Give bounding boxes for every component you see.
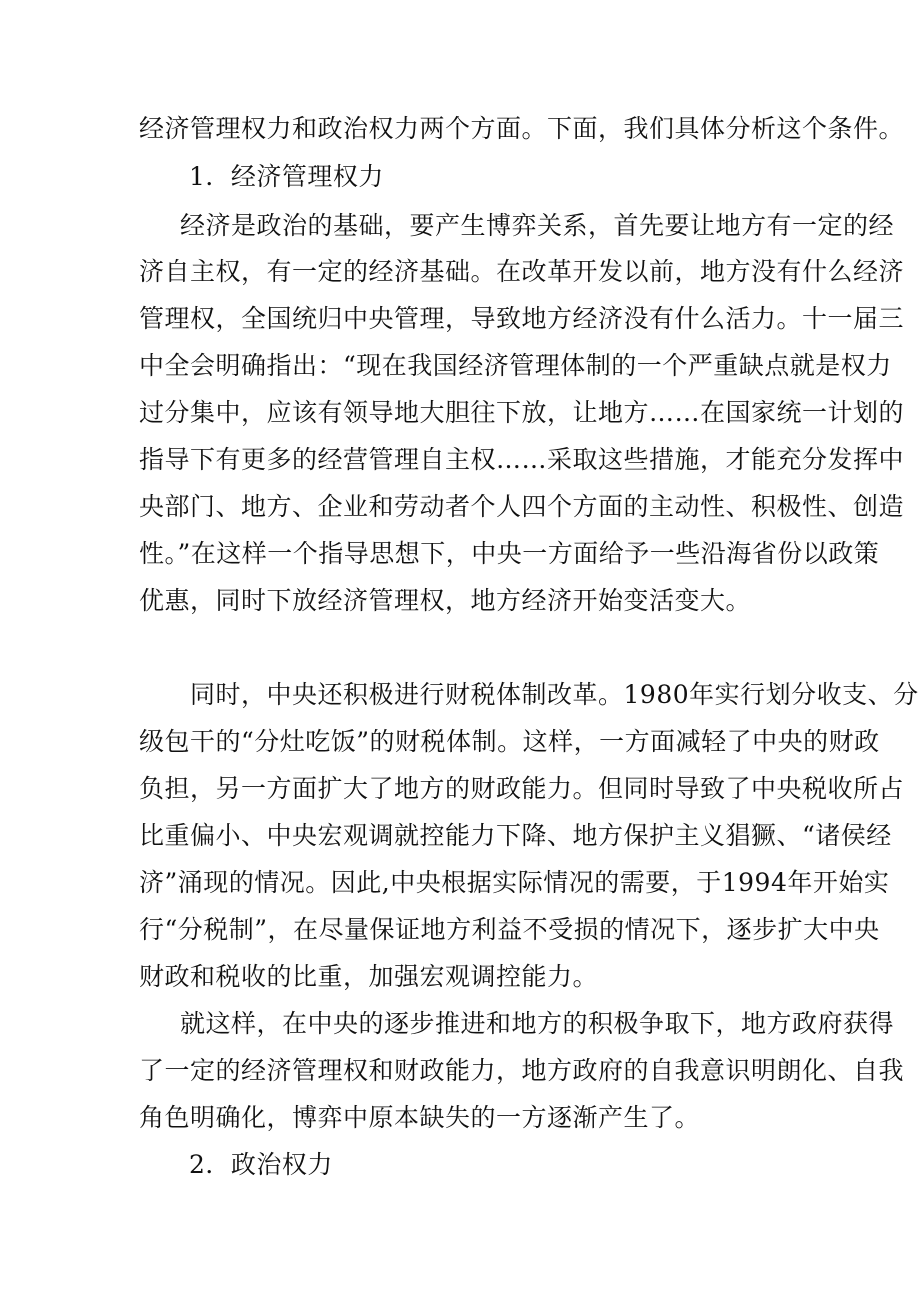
paragraph-line: 财政和税收的比重，加强宏观调控能力。 [139,962,599,991]
paragraph-line: 就这样，在中央的逐步推进和地方的积极争取下，地方政府获得 [180,1009,895,1038]
paragraph-line: 济自主权，有一定的经济基础。在改革开发以前，地方没有什么经济 [139,257,905,286]
paragraph-line: 负担，另一方面扩大了地方的财政能力。但同时导致了中央税收所占 [139,774,905,803]
paragraph-line: 优惠，同时下放经济管理权，地方经济开始变活变大。 [139,586,752,615]
section-heading-political-power: 2．政治权力 [189,1150,333,1179]
paragraph-line: 级包干的“分灶吃饭”的财税体制。这样，一方面减轻了中央的财政 [139,727,880,756]
paragraph-line: 济”涌现的情况。因此,中央根据实际情况的需要，于1994年开始实 [139,868,890,897]
paragraph-line: 同时，中央还积极进行财税体制改革。1980年实行划分收支、分 [190,680,919,709]
paragraph-line: 中全会明确指出：“现在我国经济管理体制的一个严重缺点就是权力 [139,351,892,380]
paragraph-line: 指导下有更多的经营管理自主权……采取这些措施，才能充分发挥中 [139,445,905,474]
paragraph-line: 经济管理权力和政治权力两个方面。下面，我们具体分析这个条件。 [139,114,905,143]
section-heading-economic-power: 1．经济管理权力 [189,162,384,191]
paragraph-line: 行“分税制”，在尽量保证地方利益不受损的情况下，逐步扩大中央 [139,915,880,944]
paragraph-line: 过分集中，应该有领导地大胆往下放，让地方……在国家统一计划的 [139,398,905,427]
paragraph-line: 比重偏小、中央宏观调就控能力下降、地方保护主义猖獗、“诸侯经 [139,821,892,850]
paragraph-line: 了一定的经济管理权和财政能力，地方政府的自我意识明朗化、自我 [139,1056,905,1085]
paragraph-line: 央部门、地方、企业和劳动者个人四个方面的主动性、积极性、创造 [139,492,905,521]
paragraph-line: 管理权，全国统归中央管理，导致地方经济没有什么活力。十一届三 [139,304,905,333]
paragraph-line: 性。”在这样一个指导思想下，中央一方面给予一些沿海省份以政策 [139,539,880,568]
paragraph-line: 经济是政治的基础，要产生博弈关系，首先要让地方有一定的经 [180,211,895,240]
paragraph-line: 角色明确化，博弈中原本缺失的一方逐渐产生了。 [139,1103,701,1132]
